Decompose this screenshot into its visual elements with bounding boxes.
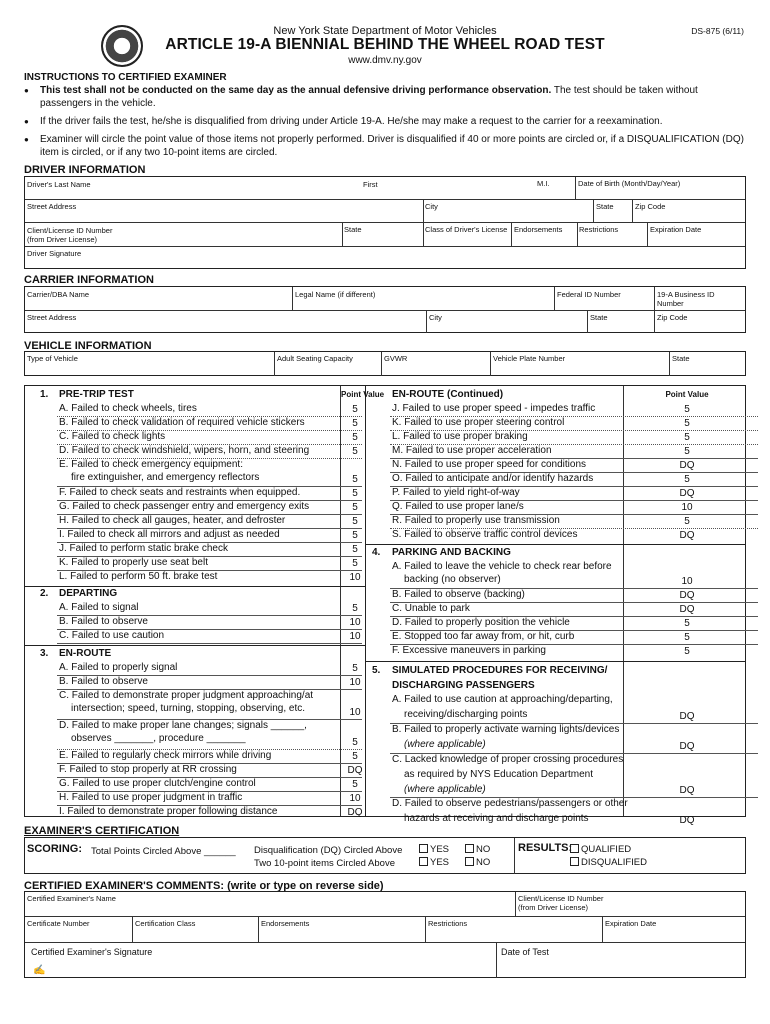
item-text: A. Failed to leave the vehicle to check rear before [392, 561, 612, 572]
examiner-endorsements-field[interactable]: Endorsements [261, 919, 310, 928]
item-text: B. Failed to observe (backing) [392, 589, 525, 600]
item-text-continued: observes _______, procedure _______ [71, 733, 246, 744]
item-text: D. Failed to properly position the vehicle [392, 617, 570, 628]
instruction-item [24, 115, 744, 128]
section-number: 5. [372, 665, 381, 676]
client-id-sublabel: (from Driver License) [518, 903, 589, 912]
carrier-info-box [24, 286, 746, 333]
section-title: PARKING AND BACKING [392, 547, 511, 558]
point-value[interactable]: 5 [352, 432, 358, 443]
total-points-field[interactable]: Total Points Circled Above ______ [91, 846, 236, 857]
date-of-test-field[interactable]: Date of Test [501, 947, 549, 957]
business-id-field[interactable]: 19-A Business ID Number [657, 290, 715, 308]
item-text: N. Failed to use proper speed for conditions [392, 459, 586, 470]
test-item-parking-4 [366, 630, 744, 644]
point-value[interactable]: DQ [347, 765, 363, 776]
section-number: 1. [40, 389, 49, 400]
item-text: C. Lacked knowledge of proper crossing procedures [392, 754, 624, 765]
license-state-field[interactable]: State [344, 225, 362, 234]
point-value[interactable]: 5 [684, 632, 690, 643]
point-value[interactable]: 5 [684, 618, 690, 629]
test-item-pretrip-11 [25, 570, 380, 584]
item-text: I. Failed to check all mirrors and adjust as needed [59, 529, 280, 540]
item-text-continued: hazards at receiving and discharge points [404, 813, 589, 824]
section-divider [366, 544, 746, 545]
test-item-simulated-1 [366, 723, 744, 753]
section-divider [25, 645, 365, 646]
point-value[interactable]: 5 [352, 737, 358, 748]
point-value[interactable]: 10 [349, 707, 361, 718]
section-number: 2. [40, 588, 49, 599]
item-text: M. Failed to use proper acceleration [392, 445, 552, 456]
examiner-restrictions-field[interactable]: Restrictions [428, 919, 468, 928]
test-item-enroute_cont-8 [366, 514, 744, 528]
certification-class-field[interactable]: Certification Class [135, 919, 196, 928]
item-text: L. Failed to use proper braking [392, 431, 528, 442]
page-title: ARTICLE 19-A BIENNIAL BEHIND THE WHEEL ROAD TEST [165, 36, 605, 53]
test-item-parking-2 [366, 602, 744, 616]
test-item-enroute_cont-7 [366, 500, 744, 514]
item-text: K. Failed to properly use seat belt [59, 557, 208, 568]
driver-info-heading: DRIVER INFORMATION [24, 164, 146, 176]
disqualified-checkbox[interactable] [570, 857, 647, 868]
point-value-header: Point Value [341, 390, 385, 399]
test-item-pretrip-1 [25, 416, 380, 430]
comments-heading: CERTIFIED EXAMINER'S COMMENTS: (write or type on reverse side) [24, 880, 384, 892]
scoring-label: SCORING: [27, 843, 82, 855]
point-value[interactable]: DQ [679, 711, 695, 722]
item-text: K. Failed to use proper steering control [392, 417, 565, 428]
examiner-expiration-field[interactable]: Expiration Date [605, 919, 657, 928]
point-value[interactable]: 10 [681, 502, 693, 513]
item-text: F. Excessive maneuvers in parking [392, 645, 546, 656]
item-text: C. Unable to park [392, 603, 470, 614]
form-number: DS-875 (6/11) [691, 26, 744, 36]
item-text: D. Failed to make proper lane changes; signals ______, [59, 720, 307, 731]
item-text: A. Failed to use caution at approaching/departing, [392, 694, 613, 705]
section-title: EN-ROUTE [59, 648, 112, 659]
point-value[interactable]: DQ [679, 741, 695, 752]
item-text: J. Failed to use proper speed - impedes traffic [392, 403, 596, 414]
point-value[interactable]: DQ [679, 815, 695, 826]
two-ten-point-label: Two 10-point items Circled Above [254, 858, 395, 869]
item-text: C. Failed to check lights [59, 431, 166, 442]
point-value[interactable]: 10 [349, 572, 361, 583]
item-text: O. Failed to anticipate and/or identify hazards [392, 473, 594, 484]
point-value[interactable]: 10 [681, 576, 693, 587]
test-item-pretrip-6 [25, 500, 380, 514]
carrier-dba-name-field[interactable]: Carrier/DBA Name [27, 290, 90, 299]
certification-heading: EXAMINER'S CERTIFICATION [24, 825, 180, 837]
point-value[interactable]: 5 [352, 544, 358, 555]
test-item-enroute-3 [25, 719, 380, 749]
item-text: G. Failed to use proper clutch/engine control [59, 778, 256, 789]
date-of-birth-field[interactable]: Date of Birth (Month/Day/Year) [578, 179, 681, 188]
item-text-continued: intersection; speed, turning, stopping, observing, etc. [71, 703, 306, 714]
item-text: A. Failed to check wheels, tires [59, 403, 197, 414]
ten-point-yes-checkbox[interactable] [419, 857, 449, 868]
examiner-name-field[interactable]: Certified Examiner's Name [27, 894, 116, 903]
plate-number-field[interactable]: Vehicle Plate Number [493, 354, 566, 363]
point-value[interactable]: DQ [679, 604, 695, 615]
test-item-enroute_cont-1 [366, 416, 744, 430]
test-item-parking-1 [366, 588, 744, 602]
test-item-simulated-0 [366, 693, 744, 723]
section-title: DISCHARGING PASSENGERS [392, 680, 535, 691]
client-license-id-sublabel: (from Driver License) [27, 235, 98, 244]
test-item-pretrip-8 [25, 528, 380, 542]
zip-code-field[interactable]: Zip Code [635, 202, 666, 211]
middle-initial-field[interactable]: M.I. [537, 179, 550, 188]
test-item-enroute-4 [25, 749, 380, 763]
dq-circled-label: Disqualification (DQ) Circled Above [254, 845, 403, 856]
item-text: D. Failed to check windshield, wipers, horn, and steering [59, 445, 310, 456]
vehicle-state-field[interactable]: State [672, 354, 690, 363]
test-item-enroute-1 [25, 675, 380, 689]
point-value[interactable]: DQ [679, 785, 695, 796]
checkbox-icon [465, 844, 474, 853]
point-value[interactable]: 5 [352, 516, 358, 527]
item-text: B. Failed to observe [59, 616, 148, 627]
checkbox-label: NO [476, 844, 491, 855]
point-value[interactable]: 5 [684, 446, 690, 457]
item-text: B. Failed to properly activate warning lights/devices [392, 724, 620, 735]
point-value[interactable]: 5 [684, 418, 690, 429]
dq-yes-checkbox[interactable] [419, 844, 449, 855]
signature-pen-icon: ✍ [33, 965, 46, 976]
ten-point-no-checkbox[interactable] [465, 857, 490, 868]
client-id-label: Client/License ID Number [518, 894, 604, 903]
item-text: J. Failed to perform static brake check [59, 543, 228, 554]
carrier-info-heading: CARRIER INFORMATION [24, 274, 154, 286]
road-test-table [24, 385, 746, 826]
point-value[interactable]: 5 [352, 603, 358, 614]
test-item-parking-5 [366, 644, 744, 658]
instructions-heading: INSTRUCTIONS TO CERTIFIED EXAMINER [24, 72, 227, 83]
restrictions-field[interactable]: Restrictions [579, 225, 619, 234]
point-value[interactable]: DQ [679, 460, 695, 471]
instruction-item [24, 84, 744, 110]
checkbox-icon [419, 844, 428, 853]
carrier-zip-field[interactable]: Zip Code [657, 313, 688, 322]
checkbox-label: YES [430, 844, 450, 855]
license-class-field[interactable]: Class of Driver's License [425, 225, 508, 234]
item-text: H. Failed to use proper judgment in traffic [59, 792, 243, 803]
item-text: C. Failed to use caution [59, 630, 165, 641]
certificate-number-field[interactable]: Certificate Number [27, 919, 90, 928]
checkbox-icon [465, 857, 474, 866]
point-value[interactable]: 10 [349, 677, 361, 688]
point-value[interactable]: 5 [352, 558, 358, 569]
test-item-enroute-7 [25, 791, 380, 805]
expiration-date-field[interactable]: Expiration Date [650, 225, 702, 234]
section-title: SIMULATED PROCEDURES FOR RECEIVING/ [392, 665, 608, 676]
item-text: Q. Failed to use proper lane/s [392, 501, 524, 512]
checkbox-icon [419, 857, 428, 866]
checkbox-icon [570, 857, 579, 866]
test-item-pretrip-10 [25, 556, 380, 570]
point-value[interactable]: 5 [352, 474, 358, 485]
section-number: 4. [372, 547, 381, 558]
instructions-list [24, 84, 744, 164]
test-item-enroute_cont-2 [366, 430, 744, 444]
test-item-enroute_cont-3 [366, 444, 744, 458]
item-text: E. Failed to regularly check mirrors while driving [59, 750, 272, 761]
item-text-continued: (where applicable) [404, 784, 486, 795]
results-label: RESULTS: [518, 842, 573, 854]
website-link[interactable]: www.dmv.ny.gov [348, 55, 422, 66]
section-title: DEPARTING [59, 588, 118, 599]
item-text-continued: receiving/discharging points [404, 709, 528, 720]
legal-name-field[interactable]: Legal Name (if different) [295, 290, 376, 299]
instruction-bold: This test shall not be conducted on the same day as the annual defensive driving performance observation. [40, 85, 552, 96]
endorsements-field[interactable]: Endorsements [514, 225, 563, 234]
item-text: B. Failed to check validation of required vehicle stickers [59, 417, 305, 428]
test-item-pretrip-0 [25, 402, 380, 416]
dq-no-checkbox[interactable] [465, 844, 490, 855]
federal-id-field[interactable]: Federal ID Number [557, 290, 621, 299]
test-item-enroute-0 [25, 661, 380, 675]
test-item-enroute_cont-0 [366, 402, 744, 416]
test-item-enroute_cont-9 [366, 528, 744, 542]
test-item-enroute_cont-4 [366, 458, 744, 472]
item-text: L. Failed to perform 50 ft. brake test [59, 571, 218, 582]
client-license-id-field[interactable] [25, 224, 114, 246]
item-text: S. Failed to observe traffic control devices [392, 529, 578, 540]
vehicle-info-heading: VEHICLE INFORMATION [24, 340, 152, 352]
carrier-street-field[interactable]: Street Address [27, 313, 77, 322]
row-divider [57, 643, 362, 644]
section-title: EN-ROUTE (Continued) [392, 389, 504, 400]
test-item-simulated-3 [366, 797, 744, 827]
item-text: P. Failed to yield right-of-way [392, 487, 520, 498]
item-text-continued: fire extinguisher, and emergency reflectors [71, 472, 260, 483]
item-text: F. Failed to stop properly at RR crossing [59, 764, 237, 775]
test-item-departing-0 [25, 601, 380, 615]
point-value-header: Point Value [665, 390, 709, 399]
point-value[interactable]: 5 [352, 502, 358, 513]
client-license-id-label: Client/License ID Number [27, 226, 113, 235]
point-value[interactable]: 5 [352, 404, 358, 415]
point-value[interactable]: 10 [349, 631, 361, 642]
item-text-continued: as required by NYS Education Department [404, 769, 593, 780]
checkbox-label: DISQUALIFIED [581, 857, 647, 868]
test-item-enroute-6 [25, 777, 380, 791]
point-value[interactable]: 5 [352, 779, 358, 790]
item-text: A. Failed to signal [59, 602, 139, 613]
item-text: R. Failed to properly use transmission [392, 515, 560, 526]
checkbox-label: YES [430, 857, 450, 868]
test-item-pretrip-9 [25, 542, 380, 556]
test-item-pretrip-4 [25, 458, 380, 486]
agency-name: New York State Department of Motor Vehicles [273, 25, 497, 37]
point-value[interactable]: 10 [349, 793, 361, 804]
item-text: D. Failed to observe pedestrians/passengers or other [392, 798, 628, 809]
checkbox-label: QUALIFIED [581, 844, 632, 855]
point-value[interactable]: 5 [352, 663, 358, 674]
point-value[interactable]: 5 [352, 751, 358, 762]
test-item-enroute-8 [25, 805, 380, 819]
street-address-field[interactable]: Street Address [27, 202, 77, 211]
seating-capacity-field[interactable]: Adult Seating Capacity [277, 354, 353, 363]
test-item-departing-2 [25, 629, 380, 643]
test-item-pretrip-3 [25, 444, 380, 458]
instruction-text: The test should be taken without passengers in the vehicle. [40, 85, 698, 109]
carrier-state-field[interactable]: State [590, 313, 608, 322]
instruction-item [24, 133, 744, 159]
item-text: I. Failed to demonstrate proper following distance [59, 806, 278, 817]
driver-info-box [24, 176, 746, 269]
test-item-pretrip-2 [25, 430, 380, 444]
carrier-city-field[interactable]: City [429, 313, 442, 322]
point-value[interactable]: 5 [352, 530, 358, 541]
test-item-pretrip-7 [25, 514, 380, 528]
item-text: B. Failed to observe [59, 676, 148, 687]
drivers-last-name-field[interactable]: Driver's Last Name [27, 180, 91, 189]
checkbox-icon [570, 844, 579, 853]
point-value[interactable]: 5 [684, 432, 690, 443]
point-value[interactable]: DQ [679, 530, 695, 541]
vehicle-type-field[interactable]: Type of Vehicle [27, 354, 78, 363]
point-value[interactable]: DQ [679, 590, 695, 601]
point-value[interactable]: 5 [684, 474, 690, 485]
driver-signature-field[interactable]: Driver Signature [27, 249, 82, 258]
examiner-box [24, 891, 746, 978]
test-item-enroute-2 [25, 689, 380, 719]
test-item-simulated-2 [366, 753, 744, 797]
point-value[interactable]: 10 [349, 617, 361, 628]
section-title: PRE-TRIP TEST [59, 389, 134, 400]
test-item-enroute_cont-6 [366, 486, 744, 500]
point-value[interactable]: 5 [352, 488, 358, 499]
vehicle-info-box [24, 351, 746, 376]
item-text-continued: (where applicable) [404, 739, 486, 750]
item-text: A. Failed to properly signal [59, 662, 178, 673]
item-text: F. Failed to check seats and restraints when equipped. [59, 487, 301, 498]
examiner-signature-field[interactable]: Certified Examiner's Signature [31, 947, 153, 957]
point-value[interactable]: 5 [684, 516, 690, 527]
item-text: C. Failed to demonstrate proper judgment approaching/at [59, 690, 314, 701]
test-item-enroute_cont-5 [366, 472, 744, 486]
test-item-departing-1 [25, 615, 380, 629]
checkbox-label: NO [476, 857, 491, 868]
gvwr-field[interactable]: GVWR [384, 354, 408, 363]
section-number: 3. [40, 648, 49, 659]
test-item-parking-0 [366, 560, 744, 588]
test-item-pretrip-5 [25, 486, 380, 500]
qualified-checkbox[interactable] [570, 844, 631, 855]
city-field[interactable]: City [425, 202, 438, 211]
point-value[interactable]: 5 [684, 646, 690, 657]
test-item-enroute-5 [25, 763, 380, 777]
section-divider [366, 661, 746, 662]
instruction-text: If the driver fails the test, he/she is disqualified from driving under Article 19-A. He/she may make a request to the carrier for a reexamination. [40, 116, 663, 127]
state-field[interactable]: State [596, 202, 614, 211]
first-name-field[interactable]: First [363, 180, 378, 189]
item-text-continued: backing (no observer) [404, 574, 501, 585]
scoring-box [24, 837, 746, 874]
point-value[interactable]: 5 [684, 404, 690, 415]
point-value[interactable]: 5 [352, 446, 358, 457]
point-value[interactable]: DQ [347, 807, 363, 818]
item-text: E. Failed to check emergency equipment: [59, 459, 243, 470]
item-text: G. Failed to check passenger entry and emergency exits [59, 501, 310, 512]
examiner-client-id-field[interactable] [516, 892, 605, 914]
item-text: H. Failed to check all gauges, heater, and defroster [59, 515, 286, 526]
instruction-text: Examiner will circle the point value of those items not properly performed. Driver is disqualified if 40 or more points are circled or, if a DISQUALIFICATION (DQ) item is circled, or if any two 10-point items are circled. [40, 134, 744, 158]
item-text: E. Stopped too far away from, or hit, curb [392, 631, 575, 642]
point-value[interactable]: 5 [352, 418, 358, 429]
test-item-parking-3 [366, 616, 744, 630]
point-value[interactable]: DQ [679, 488, 695, 499]
